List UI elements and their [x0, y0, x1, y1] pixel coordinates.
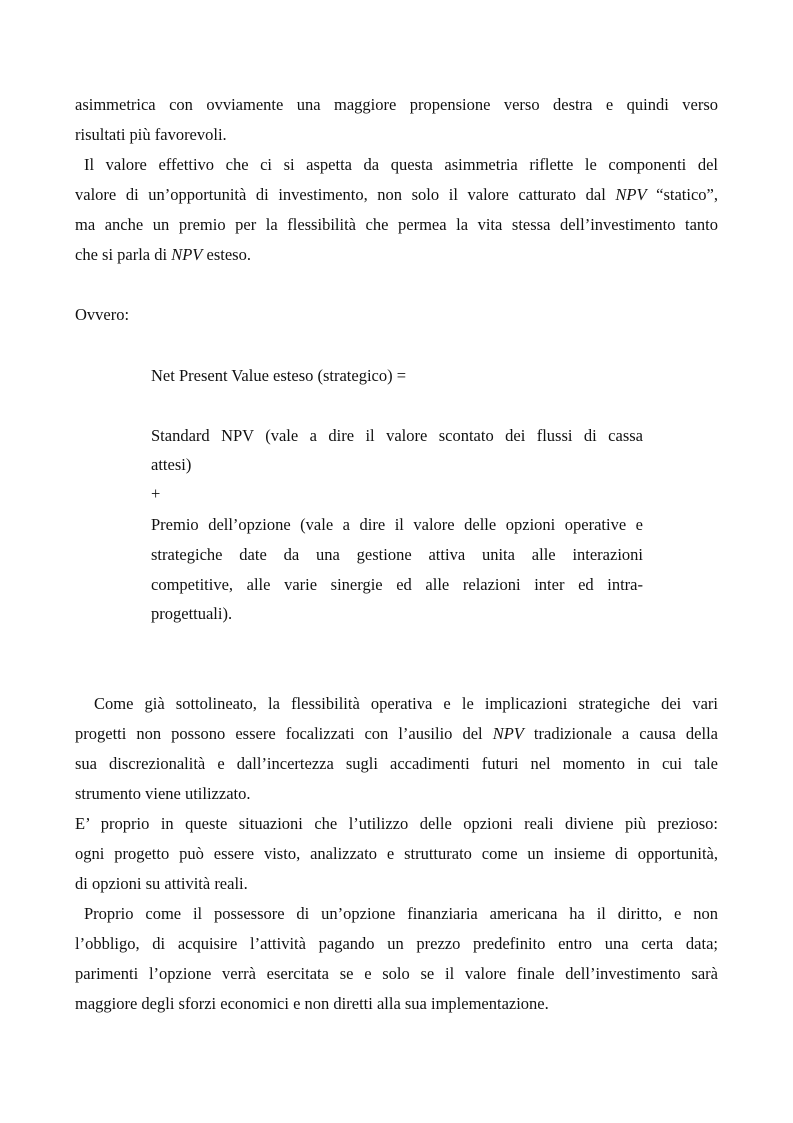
- paragraph-line: E’ proprio in queste situazioni che l’utilizzo delle opzioni reali diviene più prezioso:: [75, 814, 718, 833]
- formula-standard-line: attesi): [151, 455, 192, 474]
- npv-term: NPV: [615, 185, 647, 204]
- paragraph-line: ma anche un premio per la flessibilità che permea la vita stessa dell’investimento tanto: [75, 215, 718, 234]
- text-span: progetti non possono essere focalizzati con l’ausilio del: [75, 724, 493, 743]
- paragraph-line: asimmetrica con ovviamente una maggiore propensione verso destra e quindi verso: [75, 95, 718, 114]
- formula-title: Net Present Value esteso (strategico) =: [151, 366, 407, 385]
- paragraph-line: [75, 245, 251, 265]
- text-span: “statico”,: [646, 185, 718, 204]
- text-span: che si parla di: [75, 245, 172, 264]
- paragraph-line: Il valore effettivo che ci si aspetta da questa asimmetria riflette le componenti del: [84, 155, 718, 174]
- formula-premio-line: progettuali).: [151, 604, 233, 623]
- paragraph-line: [75, 724, 718, 744]
- text-span: esteso.: [202, 245, 251, 264]
- paragraph-line: l’obbligo, di acquisire l’attività pagando un prezzo predefinito entro una certa data;: [75, 934, 718, 953]
- paragraph-line: di opzioni su attività reali.: [75, 874, 248, 893]
- paragraph-line: ogni progetto può essere visto, analizzato e strutturato come un insieme di opportunità,: [75, 844, 718, 863]
- paragraph-line: Come già sottolineato, la flessibilità operativa e le implicazioni strategiche dei vari: [94, 694, 718, 713]
- paragraph-line: risultati più favorevoli.: [75, 125, 227, 144]
- formula-plus: +: [151, 484, 161, 503]
- text-span: tradizionale a causa della: [523, 724, 718, 743]
- ovvero-label: Ovvero:: [75, 305, 130, 324]
- paragraph-line: strumento viene utilizzato.: [75, 784, 251, 803]
- npv-term: NPV: [171, 245, 203, 264]
- formula-premio-line: Premio dell’opzione (vale a dire il valore delle opzioni operative e: [151, 515, 643, 534]
- paragraph-line: Proprio come il possessore di un’opzione finanziaria americana ha il diritto, e non: [84, 904, 718, 923]
- formula-premio-line: strategiche date da una gestione attiva unita alle interazioni: [151, 545, 643, 564]
- paragraph-line: maggiore degli sforzi economici e non diretti alla sua implementazione.: [75, 994, 549, 1013]
- paragraph-line: sua discrezionalità e dall’incertezza sugli accadimenti futuri nel momento in cui tale: [75, 754, 718, 773]
- text-span: valore di un’opportunità di investimento, non solo il valore catturato dal: [75, 185, 616, 204]
- formula-standard-line: Standard NPV (vale a dire il valore scontato dei flussi di cassa: [151, 426, 643, 445]
- paragraph-line: [75, 185, 718, 205]
- npv-term: NPV: [492, 724, 524, 743]
- formula-premio-line: competitive, alle varie sinergie ed alle relazioni inter ed intra-: [151, 575, 643, 594]
- paragraph-line: parimenti l’opzione verrà esercitata se e solo se il valore finale dell’investimento sarà: [75, 964, 718, 983]
